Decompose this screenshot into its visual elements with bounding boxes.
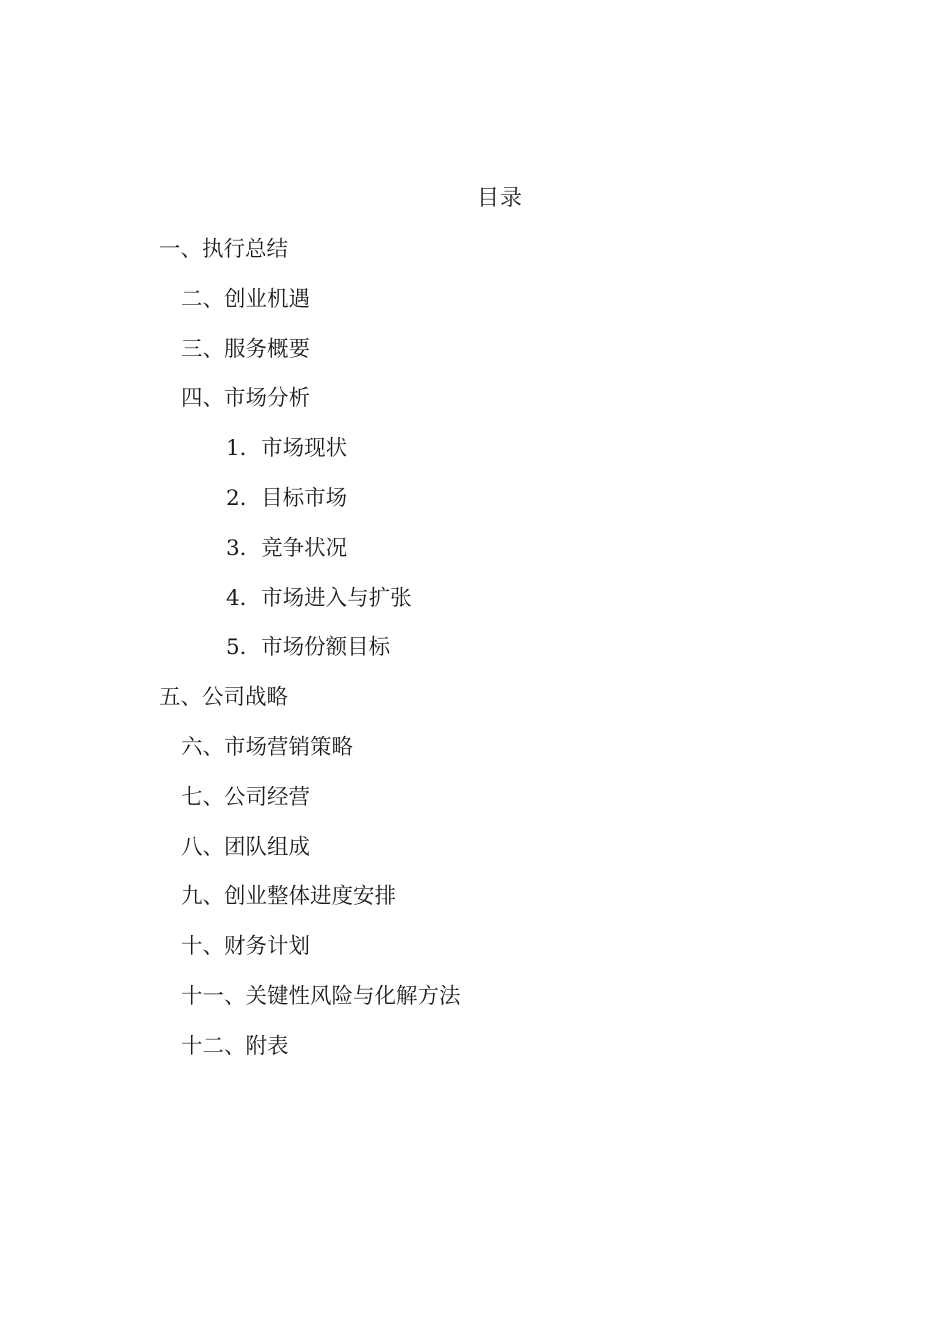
toc-entry [0, 233, 950, 283]
toc-subentry [0, 582, 950, 632]
toc-entry-label: 一、执行总结 [159, 237, 289, 262]
toc-subentry-label: 5．市场份额目标 [226, 635, 391, 661]
toc-subentry [0, 532, 950, 582]
toc-subentry [0, 482, 950, 532]
toc-title: 目录 [476, 186, 523, 211]
toc-entry [0, 382, 950, 432]
toc-entry [0, 333, 950, 383]
toc-entry [0, 781, 950, 831]
toc-list [0, 233, 950, 1080]
toc-entry-label: 七、公司经营 [181, 784, 311, 810]
toc-entry-label: 六、市场营销策略 [181, 734, 354, 760]
toc-entry-label: 十二、附表 [181, 1033, 289, 1059]
toc-entry [0, 831, 950, 881]
toc-entry-label: 九、创业整体进度安排 [181, 884, 397, 910]
toc-entry [0, 681, 950, 731]
toc-entry [0, 930, 950, 980]
toc-subentry [0, 432, 950, 482]
toc-entry-label: 三、服务概要 [181, 336, 311, 362]
toc-entry-label: 四、市场分析 [181, 386, 311, 412]
toc-entry-label: 二、创业机遇 [181, 286, 311, 312]
toc-subentry-label: 1．市场现状 [226, 436, 348, 462]
toc-subentry [0, 631, 950, 681]
toc-entry-label: 十、财务计划 [181, 934, 311, 960]
toc-entry [0, 980, 950, 1030]
toc-entry [0, 731, 950, 781]
toc-entry-label: 五、公司战略 [159, 685, 289, 711]
toc-entry [0, 880, 950, 930]
toc-entry [0, 1030, 950, 1080]
toc-entry-label: 八、团队组成 [181, 834, 311, 860]
toc-subentry-label: 4．市场进入与扩张 [226, 585, 412, 611]
toc-subentry-label: 3．竞争状况 [226, 535, 348, 561]
toc-entry-label: 十一、关键性风险与化解方法 [181, 983, 461, 1009]
toc-subentry-label: 2．目标市场 [226, 485, 348, 511]
toc-entry [0, 283, 950, 333]
